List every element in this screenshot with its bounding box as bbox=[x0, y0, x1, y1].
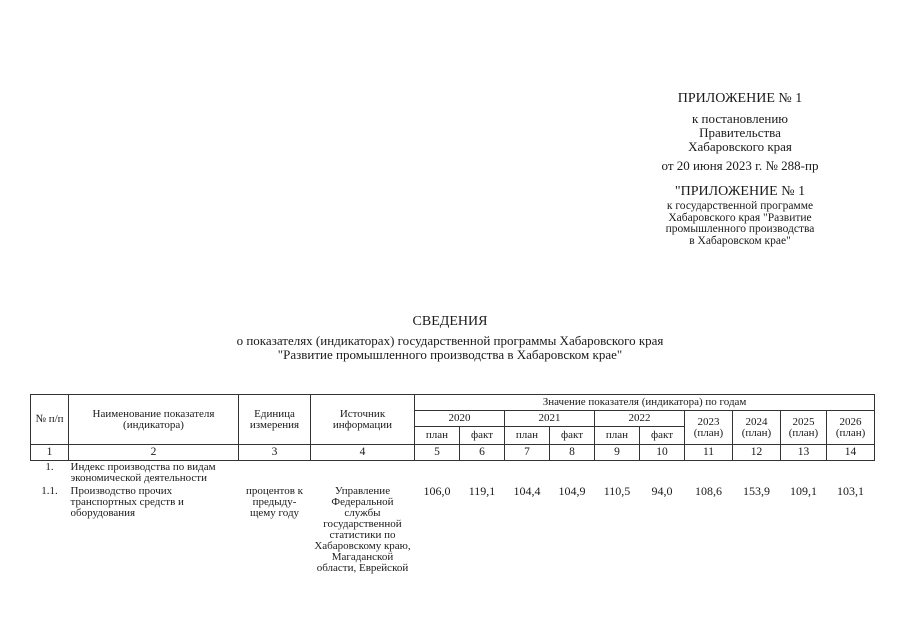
header-source: Источник информации bbox=[311, 395, 415, 445]
resolution-line: Правительства bbox=[699, 125, 781, 140]
column-number: 3 bbox=[239, 445, 311, 461]
header-plan: план bbox=[505, 427, 550, 445]
header-num: № п/п bbox=[31, 395, 69, 445]
program-line: Хабаровского края "Развитие bbox=[668, 211, 812, 224]
header-2023-plan: 2023 (план) bbox=[685, 411, 733, 445]
value-2025-plan: 109,1 bbox=[790, 484, 817, 498]
value-2022-fact: 94,0 bbox=[651, 484, 673, 498]
table-row bbox=[31, 485, 875, 575]
row-source: Управление Федеральной службы государственной статистики по Хабаровскому краю, Магаданской области, Еврейской bbox=[314, 485, 411, 574]
column-number: 10 bbox=[640, 445, 685, 461]
header-fact: факт bbox=[640, 427, 685, 445]
table-row bbox=[31, 461, 875, 486]
column-number: 13 bbox=[781, 445, 827, 461]
value-2024-plan: 153,9 bbox=[743, 484, 770, 498]
header-year-2020: 2020 bbox=[415, 411, 505, 427]
header-plan: план bbox=[415, 427, 460, 445]
header-unit: Единица измерения bbox=[239, 395, 311, 445]
row-num: 1.1. bbox=[41, 485, 58, 497]
row-name: Индекс производства по видам экономической деятельности bbox=[70, 461, 216, 484]
header-fact: факт bbox=[460, 427, 505, 445]
header-fact: факт bbox=[550, 427, 595, 445]
header-year-2022: 2022 bbox=[595, 411, 685, 427]
column-number: 7 bbox=[505, 445, 550, 461]
value-2021-fact: 104,9 bbox=[558, 484, 586, 498]
header-values-group: Значение показателя (индикатора) по годам bbox=[415, 395, 875, 411]
column-number: 11 bbox=[685, 445, 733, 461]
row-name: Производство прочих транспортных средств и оборудования bbox=[70, 485, 184, 519]
column-number: 14 bbox=[827, 445, 875, 461]
program-line: в Хабаровском крае" bbox=[689, 234, 791, 247]
column-number: 5 bbox=[415, 445, 460, 461]
value-2026-plan: 103,1 bbox=[837, 484, 865, 498]
program-appendix-title: "ПРИЛОЖЕНИЕ № 1 bbox=[674, 184, 806, 199]
row-num: 1. bbox=[45, 461, 54, 473]
resolution-line: Хабаровского края bbox=[688, 139, 792, 154]
column-number: 8 bbox=[550, 445, 595, 461]
document-subtitle: "Развитие промышленного производства в Хабаровском крае" bbox=[277, 347, 623, 362]
column-number: 4 bbox=[311, 445, 415, 461]
program-line: к государственной программе bbox=[666, 200, 814, 212]
document-subtitle: о показателях (индикаторах) государственной программы Хабаровского края bbox=[236, 333, 664, 348]
header-2026-plan: 2026 (план) bbox=[827, 411, 875, 445]
indicators-table bbox=[30, 394, 875, 575]
document-heading bbox=[140, 314, 760, 362]
appendix-block bbox=[620, 92, 860, 247]
value-2020-fact: 119,1 bbox=[468, 484, 496, 498]
header-plan: план bbox=[595, 427, 640, 445]
value-2023-plan: 108,6 bbox=[695, 484, 722, 498]
value-2020-plan: 106,0 bbox=[423, 484, 451, 498]
column-number: 1 bbox=[31, 445, 69, 461]
header-2024-plan: 2024 (план) bbox=[733, 411, 781, 445]
row-unit: процентов к предыду-щему году bbox=[246, 485, 303, 519]
appendix-title: ПРИЛОЖЕНИЕ № 1 bbox=[677, 91, 803, 106]
header-2025-plan: 2025 (план) bbox=[781, 411, 827, 445]
header-name: Наименование показателя (индикатора) bbox=[69, 395, 239, 445]
column-number: 6 bbox=[460, 445, 505, 461]
value-2021-plan: 104,4 bbox=[513, 484, 541, 498]
column-number: 12 bbox=[733, 445, 781, 461]
program-line: промышленного производства bbox=[665, 223, 815, 235]
resolution-date: от 20 июня 2023 г. № 288-пр bbox=[661, 158, 819, 173]
column-number: 2 bbox=[69, 445, 239, 461]
column-number: 9 bbox=[595, 445, 640, 461]
value-2022-plan: 110,5 bbox=[603, 484, 631, 498]
resolution-line: к постановлению bbox=[691, 111, 789, 126]
document-title: СВЕДЕНИЯ bbox=[412, 314, 488, 329]
header-year-2021: 2021 bbox=[505, 411, 595, 427]
